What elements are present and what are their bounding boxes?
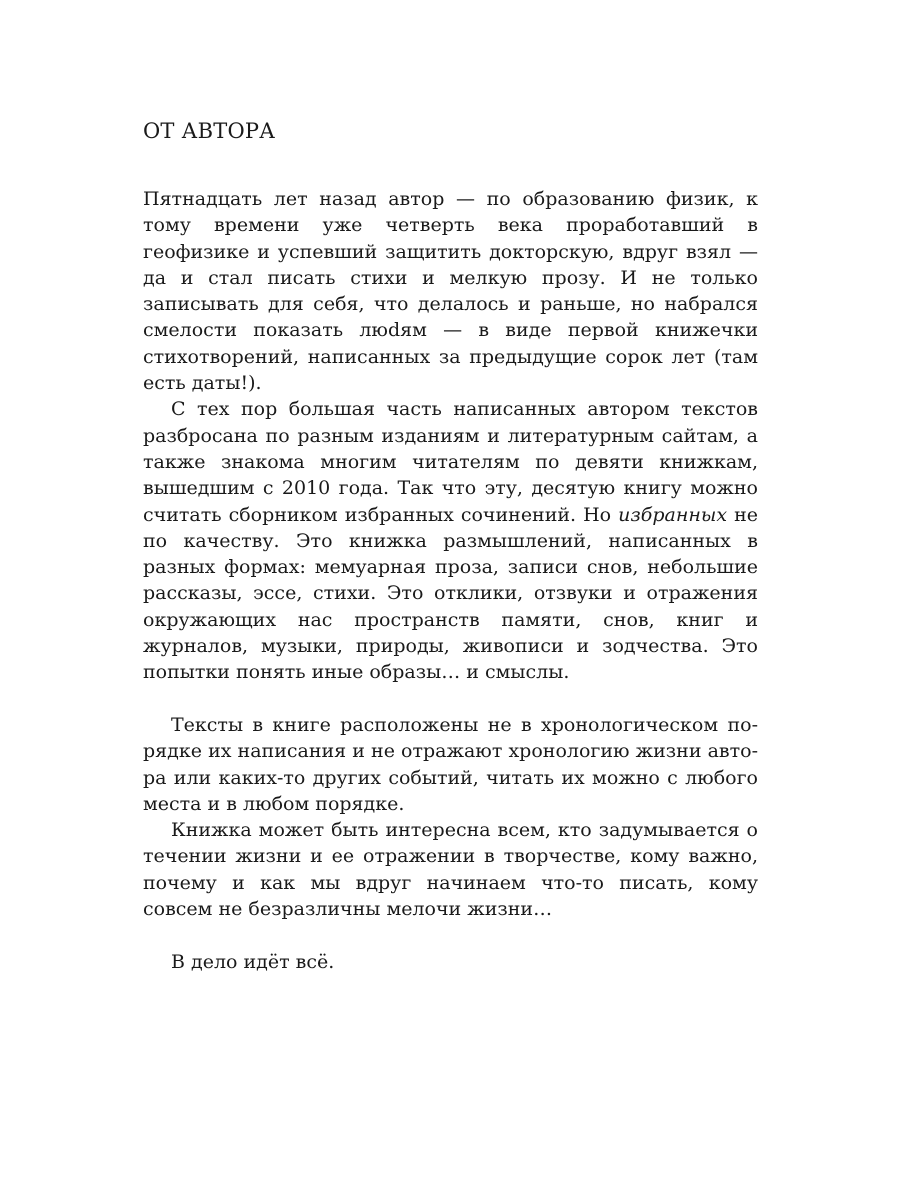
paragraph-intro: Пятнадцать лет назад автор — по образованию физик, к тому времени уже четверть века проработавший в геофизике и успевший защитить докторскую, вдруг взял — да и стал писать стихи и мелкую прозу. И не только записывать для себя, что делалось и раньше, но набрался смелости показать люdям — в виде первой книжечки стихотворений, написанных за предыдущие сорок лет (там есть даты!). xyxy=(143,188,758,395)
section-heading: ОТ АВТОРА xyxy=(143,119,276,143)
paragraph-books xyxy=(143,396,758,685)
emphasis-word: избранных xyxy=(618,503,728,526)
paragraph-audience: Книжка может быть интересна всем, кто задумывается о течении жизни и ее отражении в творчестве, кому важно, почему и как мы вдруг начинаем что-то писать, кому совсем не безразличны мелочи жизни… xyxy=(143,819,758,921)
paragraph-order: Тексты в книге расположены не в хронологическом порядке их написания и не отражают хронологию жизни автора или каких-то других событий, читать их можно с любого места и в любом порядке. xyxy=(143,713,758,815)
paragraph-books-text-end: не по качеству. Это книжка размышлений, написанных в разных формах: мемуарная проза, записи снов, небольшие рассказы, эссе, стихи. Это отклики, отзвуки и отражения окружающих нас пространств памяти, снов, книг и журналов, музыки, природы, живописи и зодчества. Это попытки понять иные образы… и смыслы. xyxy=(143,503,758,684)
paragraph-closing: В дело идёт всё. xyxy=(171,950,335,973)
body-text xyxy=(143,186,758,975)
paragraph-books-text-start: С тех пор большая часть написанных автором текстов разбросана по разным изданиям и литературным сайтам, а также знакома многим читателям по девяти книжкам, вышедшим с 2010 года. Так что эту, десятую книгу можно считать сборником избранных сочинений. Но xyxy=(143,398,758,526)
